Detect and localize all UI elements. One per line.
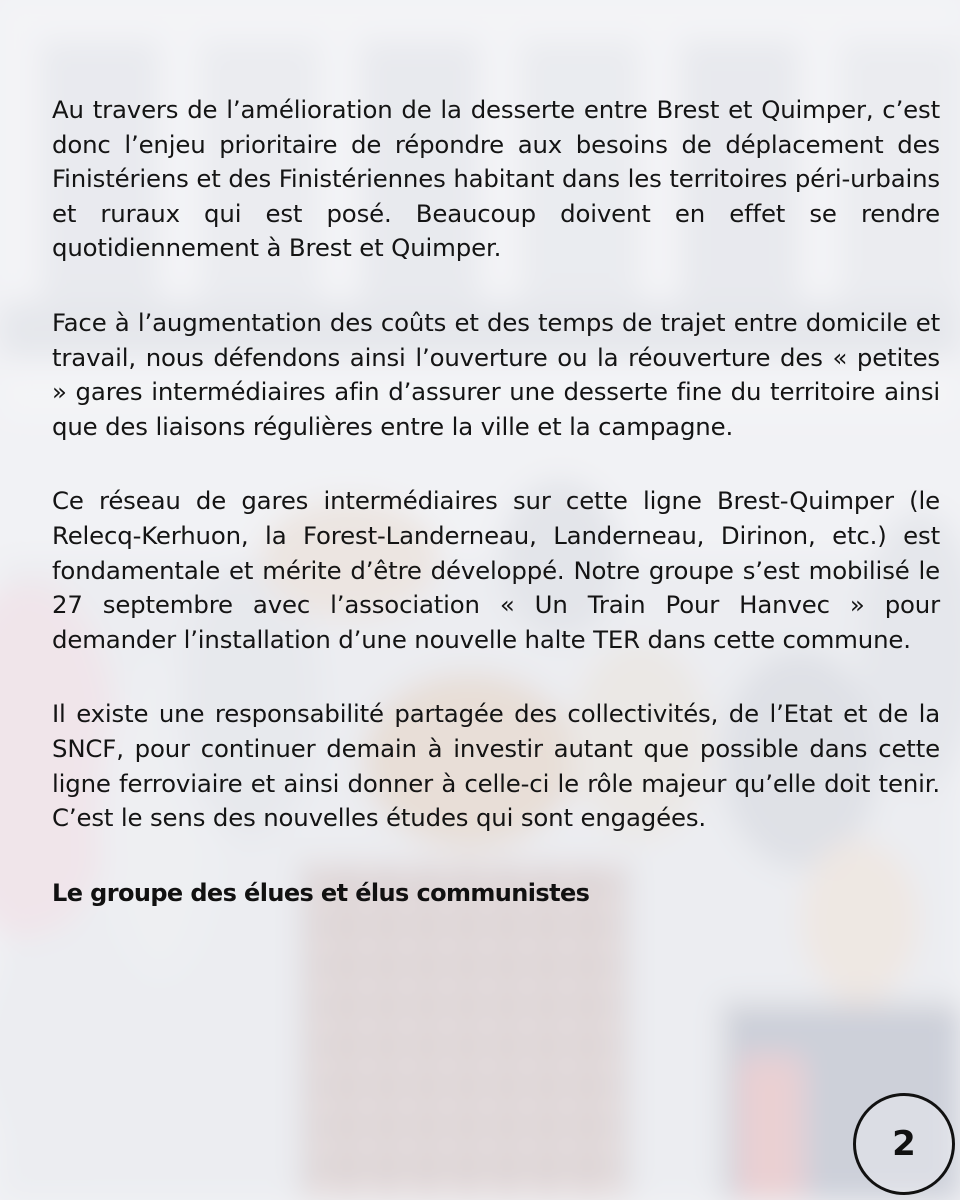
page-number-badge xyxy=(853,1093,955,1195)
paragraph-reseau-gares: Ce réseau de gares intermédiaires sur cette ligne Brest-Quimper (le Relecq-Kerhuon, la Forest-Landerneau, Landerneau, Dirinon, etc.) est fondamentale et mérite d’être développé. Notre groupe s’est mobilisé le 27 septembre avec l’association « Un Train Pour Hanvec » pour demander l’installation d’une nouvelle halte TER dans cette commune. xyxy=(52,486,940,654)
paragraph-petites-gares: Face à l’augmentation des coûts et des temps de trajet entre domicile et travail, nous défendons ainsi l’ouverture ou la réouverture des « petites » gares intermédiaires afin d’assurer une desserte fine du territoire ainsi que des liaisons régulières entre la ville et la campagne. xyxy=(52,307,940,441)
signature: Le groupe des élues et élus communistes xyxy=(52,878,590,907)
article-body xyxy=(52,93,940,910)
paragraph-desserte: Au travers de l’amélioration de la desserte entre Brest et Quimper, c’est donc l’enjeu prioritaire de répondre aux besoins de déplacement des Finistériens et des Finistériennes habitant dans les territoires péri-urbains et ruraux qui est posé. Beaucoup doivent en effet se rendre quotidiennement à Brest et Quimper. xyxy=(52,95,940,263)
paragraph-responsabilite: Il existe une responsabilité partagée des collectivités, de l’Etat et de la SNCF, pour continuer demain à investir autant que possible dans cette ligne ferroviaire et ainsi donner à celle-ci le rôle majeur qu’elle doit tenir. C’est le sens des nouvelles études qui sont engagées. xyxy=(52,699,940,833)
page-number: 2 xyxy=(892,1124,916,1164)
